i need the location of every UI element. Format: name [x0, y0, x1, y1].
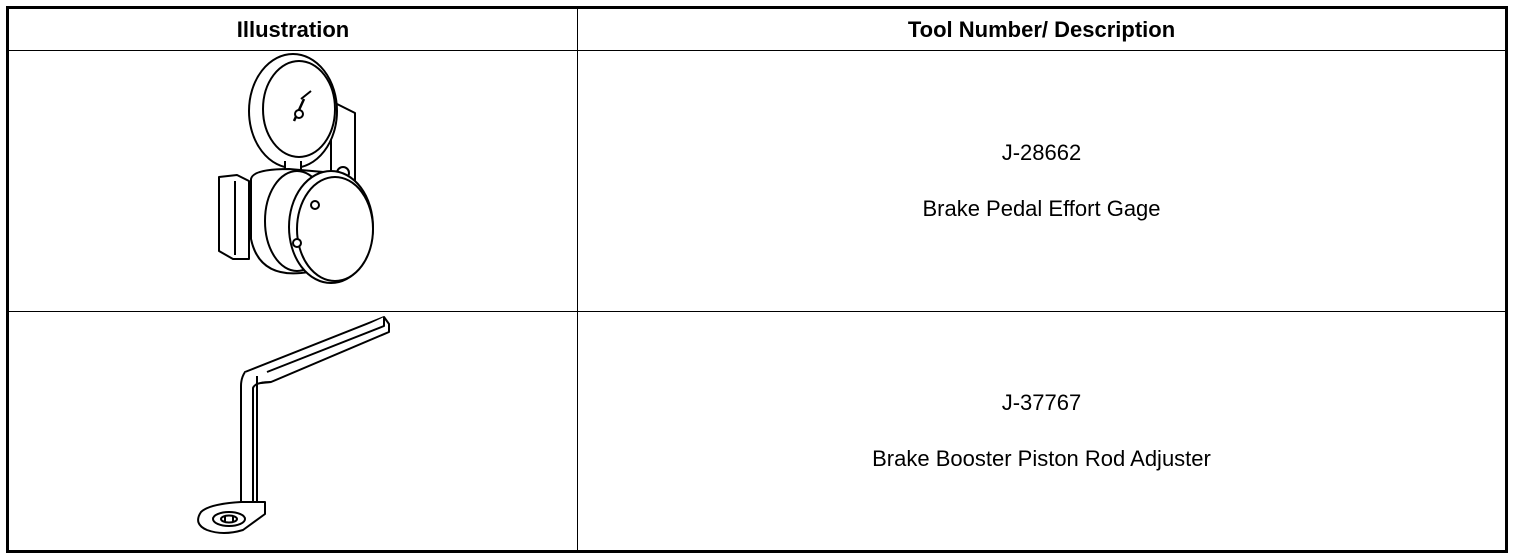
tool-table: [6, 6, 1508, 553]
tool-number: J-37767: [1001, 390, 1082, 415]
illustration-cell: [9, 51, 577, 311]
tool-description: Brake Pedal Effort Gage: [922, 196, 1161, 221]
header-tool-description: Tool Number/ Description: [907, 17, 1176, 42]
illustration-cell: [9, 312, 577, 550]
header-illustration: Illustration: [236, 17, 350, 42]
description-cell: [578, 312, 1505, 550]
table-row: [9, 51, 1505, 311]
pedal-effort-gage-icon: [9, 51, 577, 311]
description-cell: [578, 51, 1505, 311]
tool-description: Brake Booster Piston Rod Adjuster: [872, 446, 1211, 471]
table-row: [9, 312, 1505, 550]
piston-rod-adjuster-icon: [9, 312, 577, 550]
tool-number: J-28662: [1001, 140, 1082, 165]
